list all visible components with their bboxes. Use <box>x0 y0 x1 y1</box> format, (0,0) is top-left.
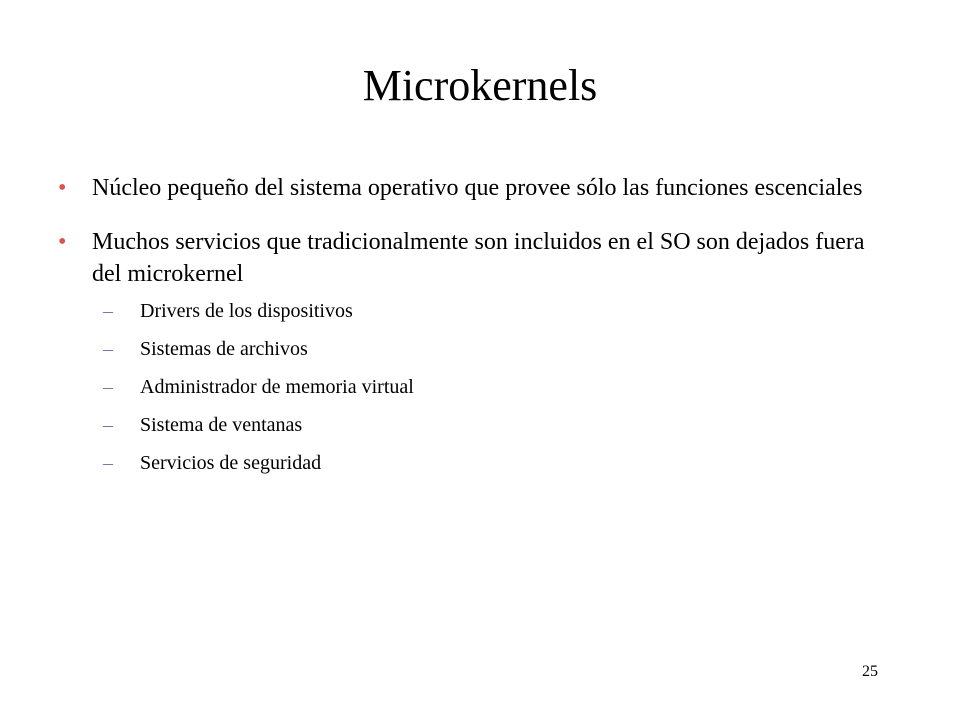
sub-bullet-item <box>92 412 898 438</box>
sub-bullet-item <box>92 298 898 324</box>
sub-bullet-text: Sistema de ventanas <box>140 414 303 436</box>
sub-bullet-text: Sistemas de archivos <box>140 338 308 360</box>
bullet-text: Núcleo pequeño del sistema operativo que provee sólo las funciones escenciales <box>92 175 863 201</box>
bullet-text: Muchos servicios que tradicionalmente son incluidos en el SO son dejados fuera del microkernel <box>92 229 865 287</box>
sub-bullet-item <box>92 450 898 476</box>
sub-bullet-text: Administrador de memoria virtual <box>140 376 414 398</box>
sub-bullet-item <box>92 374 898 400</box>
sub-bullet-marker: – <box>103 376 113 398</box>
bullet-item <box>58 226 898 476</box>
bullet-marker: • <box>58 175 67 201</box>
sub-bullet-text: Drivers de los dispositivos <box>140 300 353 322</box>
slide-title: Microkernels <box>362 61 598 110</box>
sub-bullet-list <box>92 298 898 476</box>
page-number: 25 <box>862 663 878 680</box>
sub-bullet-item <box>92 336 898 362</box>
bullet-item <box>58 172 898 204</box>
sub-bullet-marker: – <box>103 338 113 360</box>
sub-bullet-text: Servicios de seguridad <box>140 452 322 474</box>
sub-bullet-marker: – <box>103 414 113 436</box>
sub-bullet-marker: – <box>103 300 113 322</box>
sub-bullet-marker: – <box>103 452 113 474</box>
bullet-marker: • <box>58 229 67 255</box>
bullet-list <box>58 172 898 498</box>
